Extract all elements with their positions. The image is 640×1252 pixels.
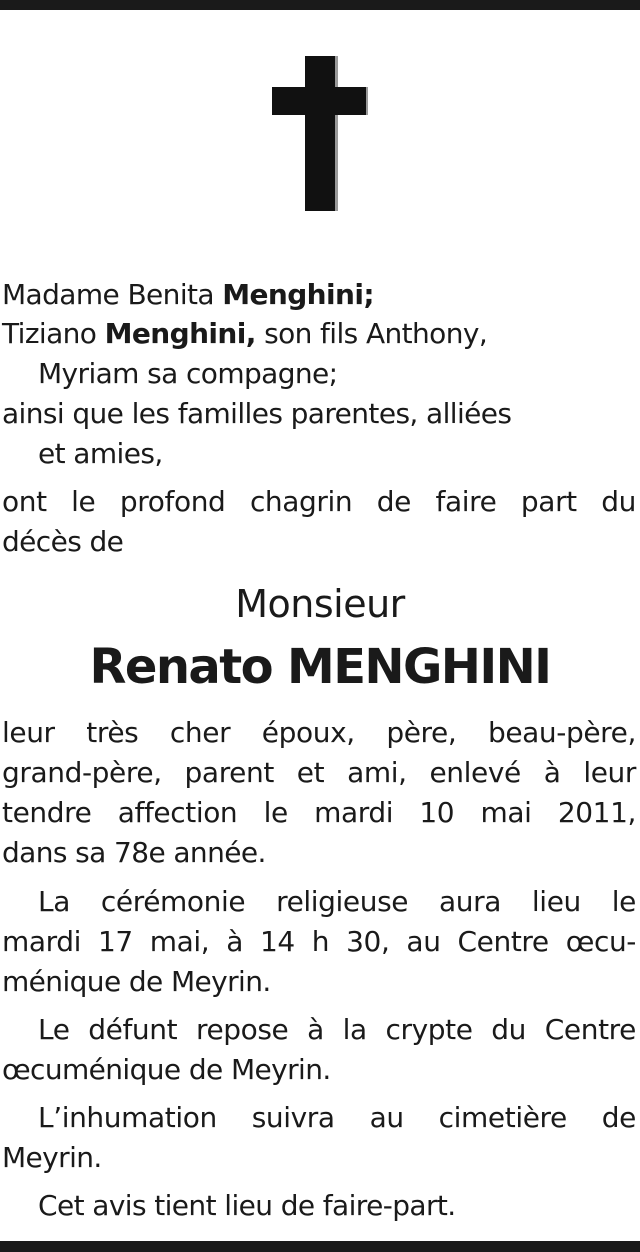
intro-line-4: ainsi que les familles parentes, alliées bbox=[2, 397, 512, 430]
cross-icon bbox=[272, 56, 368, 212]
body-p2-line-1: La cérémonie religieuse aura lieu le bbox=[38, 885, 636, 918]
body-p1-line-4: dans sa 78e année. bbox=[2, 836, 266, 869]
body-p1-line-3: tendre affection le mardi 10 mai 2011, bbox=[2, 796, 636, 829]
bottom-border-rule bbox=[0, 1241, 640, 1252]
body-p5-line-1: Cet avis tient lieu de faire-part. bbox=[38, 1189, 456, 1222]
body-p3-line-1: Le défunt repose à la crypte du Centre bbox=[38, 1013, 636, 1046]
intro-line-2: Tiziano Menghini, son fils Anthony, bbox=[2, 317, 488, 350]
body-p4-line-1: L’inhumation suivra au cimetière de bbox=[38, 1101, 636, 1134]
deceased-name: Renato MENGHINI bbox=[89, 639, 551, 695]
deceased-title: Monsieur bbox=[235, 582, 405, 626]
body-p3-line-2: œcuménique de Meyrin. bbox=[2, 1053, 331, 1086]
top-border-rule bbox=[0, 0, 640, 10]
intro-line-6: ont le profond chagrin de faire part du bbox=[2, 485, 636, 518]
body-p2-line-3: ménique de Meyrin. bbox=[2, 965, 271, 998]
body-p4-line-2: Meyrin. bbox=[2, 1141, 102, 1174]
body-p1-line-2: grand-père, parent et ami, enlevé à leur bbox=[2, 756, 636, 789]
intro-line-1: Madame Benita Menghini; bbox=[2, 278, 374, 311]
intro-line-3: Myriam sa compagne; bbox=[38, 357, 338, 390]
body-p1-line-1: leur très cher époux, père, beau-père, bbox=[2, 716, 636, 749]
intro-line-5: et amies, bbox=[38, 437, 163, 470]
intro-line-7: décès de bbox=[2, 525, 124, 558]
body-p2-line-2: mardi 17 mai, à 14 h 30, au Centre œcu- bbox=[2, 925, 636, 958]
